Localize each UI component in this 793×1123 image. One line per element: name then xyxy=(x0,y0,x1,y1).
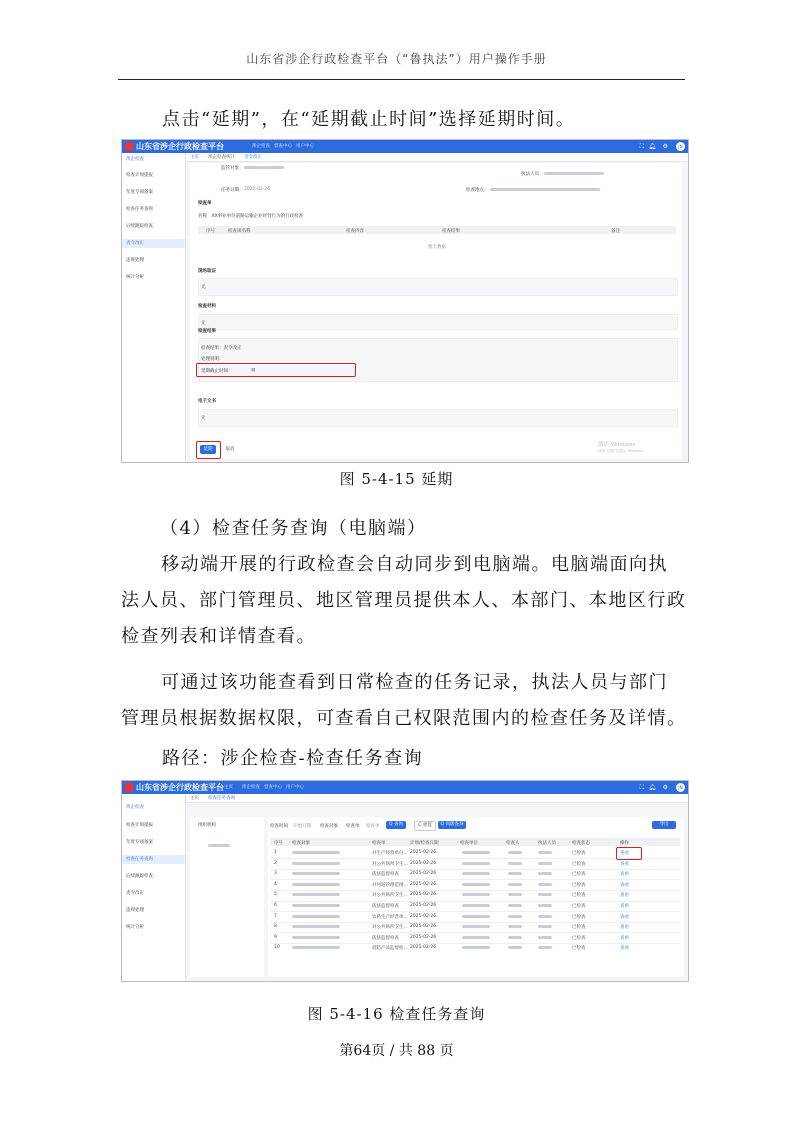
table-cell-date: 2025-02-26 xyxy=(410,934,437,940)
th-sheet: 检查单 xyxy=(372,841,386,846)
caption-fig-5-4-16: 图 5-4-16 检查任务查询 xyxy=(307,1005,486,1023)
app-logo-icon xyxy=(125,142,133,151)
table-cell-sheet: 对生产经营单位... xyxy=(372,851,408,856)
table-cell-status: 已检查 xyxy=(572,851,586,856)
evidence-none: 无 xyxy=(201,285,206,290)
view-link[interactable]: 查看 xyxy=(620,882,629,888)
calendar-icon[interactable]: ▦ xyxy=(251,368,256,373)
table-cell-date: 2025-02-26 xyxy=(410,871,437,877)
view-link[interactable]: 查看 xyxy=(620,893,629,899)
search-button[interactable]: Q 查询 xyxy=(386,821,406,829)
blurred-cell xyxy=(462,915,490,918)
th-executor: 执法人员 xyxy=(538,841,556,846)
sidebar xyxy=(122,153,186,462)
blurred-cell xyxy=(508,851,522,854)
table-cell-no: 7 xyxy=(274,913,277,919)
cancel-button[interactable]: 取消 xyxy=(225,447,235,452)
section-materials: 检查材料 xyxy=(198,304,216,309)
blurred-cell xyxy=(292,946,340,949)
blurred-cell xyxy=(292,904,340,907)
nav-item-supervise[interactable]: 督查中心 xyxy=(264,785,282,790)
nav-item-supervise[interactable]: 督查中心 xyxy=(274,144,292,149)
blurred-cell xyxy=(538,925,552,928)
app-brand: 山东省涉企行政检查平台 xyxy=(136,783,224,792)
tabs-row xyxy=(186,153,688,162)
blurred-cell xyxy=(538,872,552,875)
nav-item-user[interactable]: 用户中心 xyxy=(286,785,304,790)
blurred-cell xyxy=(462,936,490,939)
table-cell-sheet: 依法监督检查 xyxy=(372,904,399,909)
table-cell-sheet: 消防产品监督检... xyxy=(372,946,408,952)
fullscreen-icon[interactable]: ⛶ xyxy=(639,143,644,150)
filter-object: 检查对象 xyxy=(320,824,338,829)
field-task-date: 2025-02-26 xyxy=(244,187,271,192)
blurred-cell xyxy=(538,936,552,939)
blurred-cell xyxy=(538,904,552,907)
tab-stats[interactable]: 涉企检查统计 xyxy=(208,155,235,160)
filter-time: 检查时间 xyxy=(270,824,288,829)
table-header xyxy=(198,226,676,234)
th-object: 检查对象 xyxy=(292,841,310,846)
th-op: 操作 xyxy=(620,841,629,846)
header-rule xyxy=(118,79,685,80)
screenshot-extend xyxy=(121,139,689,463)
blurred-cell xyxy=(508,862,522,865)
field-executor: 执法人员： xyxy=(521,172,544,177)
blurred-cell xyxy=(462,872,490,875)
caption-fig-5-4-15: 图 5-4-15 延期 xyxy=(339,470,454,488)
table-cell-date: 2025-02-26 xyxy=(410,860,437,866)
sidebar-item-task-query[interactable]: 检查任务查询 xyxy=(126,207,153,212)
th-note: 备注 xyxy=(611,229,620,234)
app-topbar xyxy=(122,140,688,153)
section-checklist: 检查单 xyxy=(198,201,212,206)
th-unit: 检查单位 xyxy=(460,841,478,846)
table-cell-date: 2025-02-26 xyxy=(410,924,437,930)
row-divider xyxy=(270,890,680,891)
table-cell-sheet: 对公共场所卫生... xyxy=(372,925,408,931)
highlight-extend-field xyxy=(196,363,356,377)
table-cell-status: 已检查 xyxy=(572,872,586,878)
extend-button[interactable]: 延期 xyxy=(200,445,216,454)
blurred-cell xyxy=(292,862,340,865)
table-cell-no: 4 xyxy=(274,881,277,887)
row-divider xyxy=(270,943,680,944)
table-cell-sheet: 对河道管理范围... xyxy=(372,882,408,888)
view-link[interactable]: 查看 xyxy=(620,872,629,878)
blurred-cell xyxy=(538,915,552,918)
avatar[interactable]: JN xyxy=(676,142,685,151)
table-cell-date: 2025-02-26 xyxy=(410,945,437,951)
blurred-cell xyxy=(292,851,340,854)
sidebar-title: 涉企检查 xyxy=(126,157,144,162)
blurred-cell xyxy=(292,915,340,918)
task-table-header xyxy=(270,838,680,846)
windows-watermark-sub: 转到“设置”以激活 Windows。 xyxy=(598,449,647,453)
view-link[interactable]: 查看 xyxy=(620,914,629,920)
blurred-cell xyxy=(462,925,490,928)
th-no: 序号 xyxy=(274,841,283,846)
table-cell-no: 6 xyxy=(274,903,277,908)
table-cell-status: 已检查 xyxy=(572,914,586,920)
field-task-date-label: 任务日期： xyxy=(221,188,244,193)
running-header: 山东省涉企行政检查平台（“鲁执法”）用户操作手册 xyxy=(246,52,547,66)
blurred-cell xyxy=(508,883,522,886)
extend-deadline-label: 延期截止时间： xyxy=(201,369,233,374)
table-cell-status: 已检查 xyxy=(572,882,586,888)
view-link[interactable]: 查看 xyxy=(620,946,629,952)
blurred-cell xyxy=(292,872,340,875)
table-cell-status: 已检查 xyxy=(572,925,586,931)
sidebar-item-annual[interactable]: 年度专项备案 xyxy=(126,190,153,195)
blurred-cell xyxy=(508,915,522,918)
heading-task-query: （4）检查任务查询（电脑端） xyxy=(160,518,427,539)
blurred-cell xyxy=(508,946,522,949)
materials-none: 无 xyxy=(201,321,206,326)
page-footer: 第64页 / 共 88 页 xyxy=(339,1043,454,1059)
checklist-name: 名称：XX事业单位道路运输企业经营行为的行政检查 xyxy=(198,214,304,219)
view-link[interactable]: 查看 xyxy=(620,925,629,931)
reset-button[interactable]: C 重置 xyxy=(414,821,436,831)
settings-icon[interactable]: ⚙ xyxy=(662,143,668,150)
th-result: 检查结果 xyxy=(442,229,460,234)
para-path: 路径：涉企检查-检查任务查询 xyxy=(162,748,424,769)
sidebar-item-stats[interactable]: 统计分析 xyxy=(126,925,144,930)
blurred-cell xyxy=(538,851,552,854)
tab-rectify[interactable]: 责令改正 xyxy=(244,155,262,160)
sidebar-item-violation[interactable]: 违规处理 xyxy=(126,908,144,913)
tab-home[interactable]: 主页 xyxy=(190,155,199,160)
app-logo-icon xyxy=(125,783,133,792)
th-item: 检查项名称 xyxy=(228,229,251,234)
screenshot-task-query xyxy=(121,780,689,982)
tabs-row xyxy=(186,794,688,803)
app-brand: 山东省涉企行政检查平台 xyxy=(136,142,224,151)
table-cell-status: 已检查 xyxy=(572,946,586,952)
org-label: 组织机构 xyxy=(198,823,216,828)
table-cell-no: 8 xyxy=(274,924,277,930)
table-cell-status: 已检查 xyxy=(572,861,586,867)
filter-sheet: 检查单 xyxy=(346,824,360,829)
para-sync-description: 移动端开展的行政检查会自动同步到电脑端。电脑端面向执法人员、部门管理员、地区管理员提供本人、本部门、本地区行政检查列表和详情查看。 xyxy=(121,554,687,647)
blurred-cell xyxy=(508,893,522,896)
table-cell-sheet: 对公共场所卫生... xyxy=(372,893,408,899)
evidence-box xyxy=(198,278,678,296)
blurred-cell xyxy=(462,883,490,886)
nav-item-home[interactable]: 主页 xyxy=(224,785,233,790)
th-content: 检查内容 xyxy=(346,229,364,234)
table-cell-status: 已检查 xyxy=(572,893,586,899)
table-cell-sheet: 依法监督检查 xyxy=(372,935,399,941)
section-docs: 电子文书 xyxy=(198,399,216,404)
tab-task-query[interactable]: 检查任务查询 xyxy=(208,796,235,801)
blurred-cell xyxy=(462,946,490,949)
blurred-cell xyxy=(292,936,340,939)
docs-box xyxy=(198,409,678,427)
materials-box xyxy=(198,314,678,330)
field-inspect-object: 监管对象： xyxy=(221,166,244,171)
th-no: 序号 xyxy=(206,229,215,234)
view-link[interactable]: 查看 xyxy=(620,904,629,909)
table-cell-no: 2 xyxy=(274,860,277,866)
blurred-cell xyxy=(538,893,552,896)
table-cell-no: 10 xyxy=(274,945,280,951)
blurred-cell xyxy=(462,851,490,854)
org-tree-item[interactable] xyxy=(208,844,230,847)
blurred-cell xyxy=(292,925,340,928)
settings-icon[interactable]: ⚙ xyxy=(662,784,668,791)
sidebar-item-plan[interactable]: 检查计划提报 xyxy=(126,173,153,178)
view-link[interactable]: 查看 xyxy=(620,935,629,941)
nav-item-inspect[interactable]: 涉企检查 xyxy=(252,144,270,149)
blurred-cell xyxy=(508,872,522,875)
table-cell-no: 1 xyxy=(274,850,277,855)
highlight-view-link xyxy=(616,847,642,860)
row-divider xyxy=(270,879,680,880)
view-link[interactable]: 查看 xyxy=(620,861,629,867)
table-cell-status: 已检查 xyxy=(572,904,586,909)
sidebar-title: 涉企检查 xyxy=(126,805,144,810)
field-place: 检查地点： xyxy=(466,188,489,193)
row-divider xyxy=(270,932,680,933)
th-inspector: 检查人 xyxy=(506,841,520,846)
org-tree-panel xyxy=(190,817,264,977)
row-divider xyxy=(270,911,680,912)
row-divider xyxy=(270,922,680,923)
fullscreen-icon[interactable]: ⛶ xyxy=(639,784,644,791)
blurred-cell xyxy=(538,883,552,886)
table-cell-date: 2025-02-26 xyxy=(410,881,437,887)
result-line: 检查结果：责令改正 xyxy=(201,346,242,351)
table-cell-sheet: 依法监督检查 xyxy=(372,872,399,878)
tab-home[interactable]: 主页 xyxy=(190,796,199,801)
blurred-cell xyxy=(292,893,340,896)
nav-item-inspect[interactable]: 涉企检查 xyxy=(242,785,260,790)
app-topbar xyxy=(122,781,688,794)
filter-time-input[interactable]: 开始日期 xyxy=(293,824,311,829)
table-cell-date: 2025-02-26 xyxy=(410,903,437,908)
row-divider xyxy=(270,901,680,902)
blurred-cell xyxy=(508,925,522,928)
table-cell-date: 2025-02-26 xyxy=(410,913,437,919)
blurred-cell xyxy=(508,904,522,907)
table-cell-date: 2025-02-26 xyxy=(410,850,437,855)
table-empty: 暂无数据 xyxy=(428,245,446,250)
section-evidence: 现场取证 xyxy=(198,269,216,274)
windows-watermark: 激活 Windows xyxy=(598,442,636,448)
section-result: 检查结果 xyxy=(198,329,216,334)
blurred-cell xyxy=(538,862,552,865)
docs-none: 无 xyxy=(201,416,206,421)
row-divider xyxy=(270,869,680,870)
highlight-extend-button xyxy=(196,441,221,459)
table-cell-no: 9 xyxy=(274,934,277,940)
deadline-line: 处理说明： xyxy=(201,357,224,362)
table-cell-sheet: 农药生产经营单... xyxy=(372,914,408,920)
bell-icon[interactable]: 🔔︎ xyxy=(648,784,656,791)
table-cell-no: 3 xyxy=(274,871,277,877)
sidebar-item-stats[interactable]: 统计分析 xyxy=(126,275,144,280)
para-permission: 可通过该功能查看到日常检查的任务记录，执法人员与部门管理员根据数据权限，可查看自己权限范围内的检查任务及详情。 xyxy=(121,672,687,729)
table-cell-sheet: 对公共场所卫生... xyxy=(372,861,408,867)
blurred-cell xyxy=(462,862,490,865)
blurred-cell xyxy=(462,904,490,907)
blurred-value xyxy=(490,188,600,191)
blurred-cell xyxy=(292,883,340,886)
table-cell-status: 已检查 xyxy=(572,935,586,941)
table-cell-date: 2025-02-26 xyxy=(410,892,437,898)
blurred-cell xyxy=(508,936,522,939)
bell-icon[interactable]: 🔔︎ xyxy=(648,143,656,150)
nav-item-user[interactable]: 用户中心 xyxy=(296,144,314,149)
advanced-search-button[interactable]: Q 高级查询 xyxy=(438,821,466,829)
sidebar-item-violation[interactable]: 违规处理 xyxy=(126,258,144,263)
avatar[interactable]: JN xyxy=(676,783,685,792)
blurred-value xyxy=(244,166,284,169)
para-extend-instruction: 点击“延期”，在“延期截止时间”选择延期时间。 xyxy=(162,109,576,130)
table-cell-no: 5 xyxy=(274,892,277,898)
export-button[interactable]: 导出 xyxy=(652,821,676,829)
filter-sheet-input[interactable]: 检查单 xyxy=(366,824,380,829)
sidebar-item-annual[interactable]: 年度专项备案 xyxy=(126,840,153,845)
sidebar-item-rectify[interactable]: 责令改正 xyxy=(126,241,144,246)
view-link[interactable]: 查看 xyxy=(620,851,629,856)
th-date: 计划/检查日期 xyxy=(410,841,439,846)
sidebar-item-plan[interactable]: 检查计划提报 xyxy=(126,823,153,828)
blurred-cell xyxy=(462,893,490,896)
sidebar xyxy=(122,794,186,981)
blurred-cell xyxy=(538,946,552,949)
sidebar-item-rectify[interactable]: 责令改正 xyxy=(126,891,144,896)
th-status: 检查状态 xyxy=(572,841,590,846)
sidebar-item-task-query[interactable]: 检查任务查询 xyxy=(126,857,153,862)
sidebar-item-followup[interactable]: 后续跟踪检查 xyxy=(126,224,153,229)
sidebar-item-followup[interactable]: 后续跟踪检查 xyxy=(126,874,153,879)
blurred-value xyxy=(544,172,604,175)
